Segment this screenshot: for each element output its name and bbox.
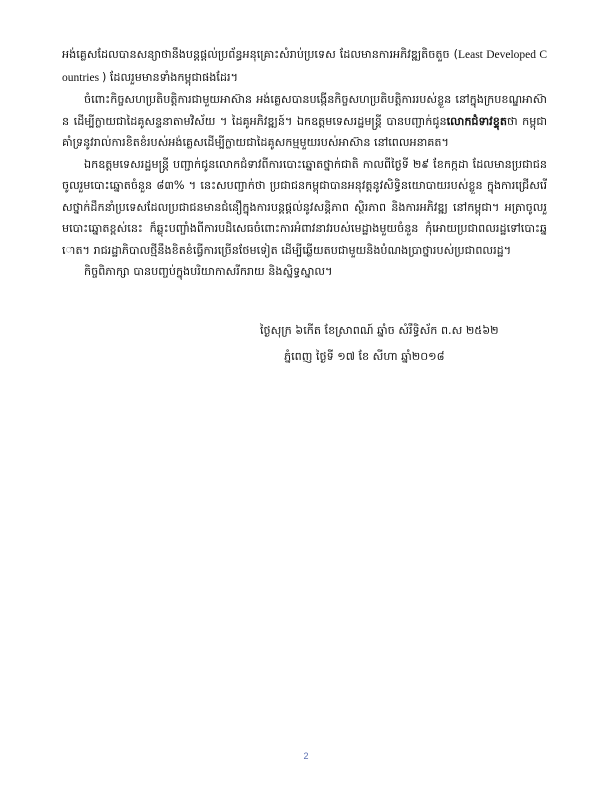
paragraph-1-text-b: ) ដែលរួមមានទាំងកម្ពុជាផងដែរ។ [101,70,238,84]
lunar-date-line: ថ្ងៃសុក្រ ៦កើត ខែស្រាពណ៍ ឆ្នាំច សំរឹទ្ធិស័ក ព.ស ២៥៦២ [260,324,499,337]
date-signature-block [260,318,550,370]
paragraph-2-text-b: ថា កម្ពុជាគាំទ្រនូវរាល់ការខិតខំរបស់អង់គ្លេសដើម្បីក្លាយជាដៃគូសកម្មមួយរបស់អាស៊ាន នៅពេលអនាគត។ [62,114,547,149]
paragraph-1-english-term: Least Developed Countries [62,49,547,84]
document-body [62,44,547,283]
solar-date-line: ភ្នំពេញ ថ្ងៃទី ១៧ ខែ សីហា ឆ្នាំ២០១៨ [284,350,445,363]
paragraph-asean-cooperation [62,89,547,154]
paragraph-least-developed-countries [62,44,547,89]
page-number: 2 [303,751,309,761]
paragraph-2-text-a: ចំពោះកិច្ចសហប្រតិបត្តិការជាមួយអាស៊ាន អង់គ្លេសបានបង្កើនកិច្ចសហប្រតិបត្តិការរបស់ខ្លួន នៅក្នុងក្របខណ្ឌអាស៊ាន ដើម្បីក្លាយជាដៃគូសន្ទនាតាមវិស័យ ។ ដៃគូអភិវឌ្ឍន៍។ ឯកឧត្តមទេសរដ្ឋមន្ត្រី បានបញ្ជាក់ជូន [62,93,547,128]
paragraph-2-bold-name: លោកជំទាវខ្ទុត [446,114,507,128]
paragraph-discussion-closing: កិច្ចពិភាក្សា បានបញ្ចប់ក្នុងបរិយាកាសរីករាយ និងស្និទ្ធស្នាល។ [84,265,333,278]
paragraph-1-text-a: អង់គ្លេសដែលបានសន្យាថានឹងបន្តផ្តល់ប្រព័ន្ធអនុគ្រោះសំរាប់ប្រទេស ដែលមានការអភិវឌ្ឍតិចតួច ( [62,48,458,61]
paragraph-national-election: ឯកឧត្តមទេសរដ្ឋមន្ត្រី បញ្ជាក់ជូនលោកជំទាវពីការបោះឆ្នោតថ្នាក់ជាតិ កាលពីថ្ងៃទី ២៩ ខែកក្កដា ដែលមានប្រជាជនចូលរួមបោះឆ្នោតចំនួន ៨៣% ។ នេះសបញ្ជាក់ថា ប្រជាជនកម្ពុជាបានអនុវត្តនូវសិទ្ធិនយោបាយរបស់ខ្លួន ក្នុងការជ្រើសរើសថ្នាក់ដឹកនាំប្រទេសដែលប្រជាជនមានជំនឿក្នុងការបន្តផ្តល់នូវសន្តិភាព ស្ថិរភាព និងការអភិវឌ្ឍ នៅកម្ពុជា។ អត្រាចូលរួមបោះឆ្នោតខ្ពស់នេះ ក៏ឆ្លុះបញ្ចាំងពីការបដិសេធចំពោះការអំពាវនាវរបស់មេដ្ឋាងមួយចំនួន កុំអោយប្រជាពលរដ្ឋទៅបោះឆ្នោត។ រាជរដ្ឋាភិបាលថ្មីនឹងខិតខំធ្វើការច្រើនថែមទៀត ដើម្បីឆ្លើយតបជាមួយនិងបំណងប្រាថ្នារបស់ប្រជាពលរដ្ឋ។ [62,157,547,257]
